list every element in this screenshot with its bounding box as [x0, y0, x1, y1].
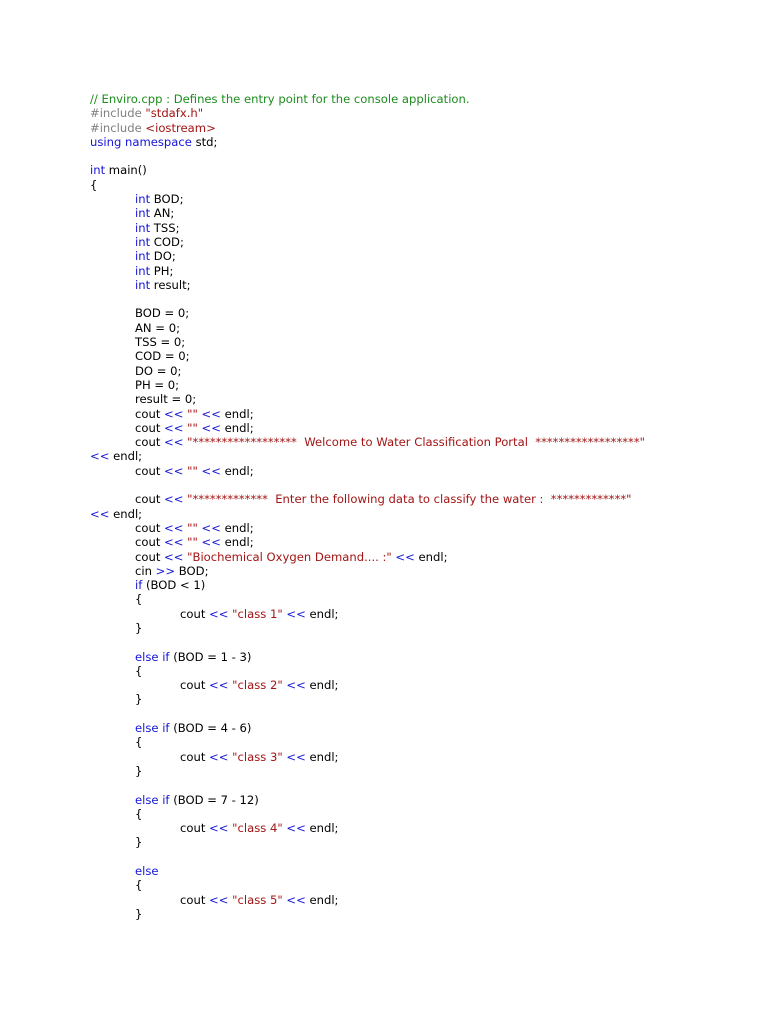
code-token: "class 1"	[232, 606, 283, 621]
code-token: <<	[201, 520, 221, 535]
code-token: }	[135, 835, 143, 850]
code-token: BOD;	[150, 192, 184, 207]
code-line	[90, 550, 750, 564]
code-token: else if	[135, 649, 170, 664]
code-token: endl;	[305, 821, 339, 836]
code-line	[90, 650, 750, 664]
code-line	[90, 564, 750, 578]
code-line	[90, 750, 750, 764]
code-line	[90, 893, 750, 907]
code-line	[90, 607, 750, 621]
code-token: else if	[135, 721, 170, 736]
code-token: }	[135, 620, 143, 635]
code-token: {	[135, 735, 143, 750]
code-token: int	[135, 206, 151, 221]
code-line	[90, 507, 750, 521]
code-token: (BOD = 1 - 3)	[169, 649, 252, 664]
code-line	[90, 850, 750, 864]
code-line	[90, 264, 750, 278]
code-line	[90, 521, 750, 535]
code-token: (BOD = 7 - 12)	[169, 792, 259, 807]
code-token: cout	[135, 535, 165, 550]
code-line	[90, 835, 750, 849]
code-token: {	[135, 878, 143, 893]
code-token: <<	[209, 749, 229, 764]
code-token: <<	[164, 420, 184, 435]
code-token: BOD = 0;	[135, 306, 190, 321]
code-token: COD = 0;	[135, 349, 190, 364]
code-token: <<	[209, 821, 229, 836]
code-token: ""	[187, 406, 198, 421]
code-listing	[90, 92, 750, 921]
code-line	[90, 793, 750, 807]
code-token: <<	[201, 420, 221, 435]
code-token: <<	[286, 606, 306, 621]
code-token: endl;	[220, 535, 254, 550]
code-token: TSS = 0;	[135, 335, 186, 350]
code-token: <<	[164, 406, 184, 421]
code-token: int	[135, 234, 151, 249]
code-line	[90, 592, 750, 606]
code-line	[90, 292, 750, 306]
code-token: endl;	[414, 549, 448, 564]
code-token: <<	[164, 492, 184, 507]
code-token: PH = 0;	[135, 377, 180, 392]
code-line	[90, 221, 750, 235]
code-line	[90, 907, 750, 921]
code-token: else if	[135, 792, 170, 807]
code-token: cout	[135, 492, 165, 507]
code-token: #include	[90, 120, 146, 135]
code-line	[90, 821, 750, 835]
code-line	[90, 764, 750, 778]
code-line	[90, 135, 750, 149]
code-token: AN;	[150, 206, 175, 221]
code-line	[90, 364, 750, 378]
code-token: int	[135, 263, 151, 278]
code-line	[90, 478, 750, 492]
code-token: <<	[90, 449, 110, 464]
code-line	[90, 106, 750, 120]
code-token: result = 0;	[135, 392, 197, 407]
code-token: cout	[180, 749, 210, 764]
code-line	[90, 435, 750, 449]
code-line	[90, 321, 750, 335]
code-line	[90, 235, 750, 249]
code-token: <<	[286, 821, 306, 836]
code-token: PH;	[150, 263, 174, 278]
code-token: "class 2"	[232, 678, 283, 693]
code-line	[90, 249, 750, 263]
code-token: cout	[180, 821, 210, 836]
code-line	[90, 635, 750, 649]
code-token: cout	[135, 406, 165, 421]
code-token: ""	[187, 535, 198, 550]
code-token: }	[135, 692, 143, 707]
code-line	[90, 306, 750, 320]
code-line	[90, 735, 750, 749]
code-token: int	[135, 192, 151, 207]
code-line	[90, 707, 750, 721]
code-token: <<	[164, 535, 184, 550]
code-token: else	[135, 864, 159, 879]
code-token: endl;	[220, 406, 254, 421]
code-token: ""	[187, 420, 198, 435]
code-token: }	[135, 906, 143, 921]
code-line	[90, 349, 750, 363]
code-token: DO;	[150, 249, 176, 264]
code-token: {	[135, 592, 143, 607]
code-token: <<	[201, 463, 221, 478]
code-line	[90, 535, 750, 549]
code-token: "Biochemical Oxygen Demand.... :"	[187, 549, 392, 564]
code-token: cout	[135, 549, 165, 564]
code-token: cin	[135, 563, 156, 578]
code-token: <<	[164, 435, 184, 450]
code-token: int	[90, 163, 106, 178]
code-line	[90, 92, 750, 106]
code-token: (BOD = 4 - 6)	[169, 721, 252, 736]
code-line	[90, 192, 750, 206]
code-token: ""	[187, 463, 198, 478]
code-line	[90, 692, 750, 706]
code-line	[90, 449, 750, 463]
code-token: <<	[209, 892, 229, 907]
code-token: cout	[180, 678, 210, 693]
code-token: <<	[164, 520, 184, 535]
code-token: "class 4"	[232, 821, 283, 836]
code-token: int	[135, 249, 151, 264]
code-token: cout	[180, 892, 210, 907]
code-token: TSS;	[150, 220, 180, 235]
code-token: <<	[395, 549, 415, 564]
code-line	[90, 163, 750, 177]
code-line	[90, 864, 750, 878]
code-line	[90, 578, 750, 592]
code-token: cout	[180, 606, 210, 621]
code-token: <<	[209, 678, 229, 693]
code-token: DO = 0;	[135, 363, 182, 378]
code-token: int	[135, 277, 151, 292]
code-token: cout	[135, 435, 165, 450]
code-line	[90, 206, 750, 220]
code-line	[90, 407, 750, 421]
code-token: result;	[150, 277, 191, 292]
code-token: {	[135, 806, 143, 821]
code-token: BOD;	[175, 563, 209, 578]
code-token: COD;	[150, 234, 184, 249]
code-token: using namespace	[90, 134, 192, 149]
code-line	[90, 807, 750, 821]
code-token: "class 5"	[232, 892, 283, 907]
code-token: endl;	[305, 749, 339, 764]
code-token: // Enviro.cpp : Defines the entry point for the console application.	[90, 92, 470, 106]
code-line	[90, 464, 750, 478]
code-token: <<	[164, 463, 184, 478]
code-line	[90, 178, 750, 192]
code-token: endl;	[109, 506, 143, 521]
code-token: #include	[90, 106, 146, 121]
code-token: {	[90, 177, 98, 192]
code-token: <<	[286, 892, 306, 907]
code-token: (BOD < 1)	[142, 578, 206, 593]
code-line	[90, 878, 750, 892]
code-token: cout	[135, 520, 165, 535]
code-token: "stdafx.h"	[145, 106, 204, 121]
code-line	[90, 121, 750, 135]
code-token: <<	[201, 406, 221, 421]
code-line	[90, 621, 750, 635]
code-token: "class 3"	[232, 749, 283, 764]
code-token: AN = 0;	[135, 320, 180, 335]
code-token: cout	[135, 420, 165, 435]
code-line	[90, 492, 750, 506]
code-token: endl;	[109, 449, 143, 464]
code-token: endl;	[220, 463, 254, 478]
code-token: if	[135, 578, 143, 593]
code-token: <<	[286, 749, 306, 764]
code-line	[90, 421, 750, 435]
code-line	[90, 678, 750, 692]
code-line	[90, 278, 750, 292]
code-token: std;	[191, 134, 218, 149]
code-token: endl;	[220, 520, 254, 535]
code-token: >>	[155, 563, 176, 578]
code-line	[90, 335, 750, 349]
code-line	[90, 378, 750, 392]
code-line	[90, 778, 750, 792]
code-token: <<	[164, 549, 184, 564]
code-line	[90, 664, 750, 678]
code-token: ""	[187, 520, 198, 535]
code-token: <<	[201, 535, 221, 550]
code-token: endl;	[305, 892, 339, 907]
code-token: <iostream>	[145, 120, 216, 135]
code-token: int	[135, 220, 151, 235]
code-token: main()	[105, 163, 147, 178]
code-token: "****************** Welcome to Water Classification Portal ******************"	[187, 435, 645, 450]
code-token: endl;	[305, 678, 339, 693]
code-token: endl;	[220, 420, 254, 435]
code-line	[90, 392, 750, 406]
code-token: <<	[286, 678, 306, 693]
code-token: <<	[209, 606, 229, 621]
code-token: cout	[135, 463, 165, 478]
code-token: endl;	[305, 606, 339, 621]
code-token: {	[135, 663, 143, 678]
code-token: "************* Enter the following data to classify the water : *************"	[187, 492, 632, 507]
code-token: }	[135, 763, 143, 778]
code-line	[90, 149, 750, 163]
code-token: <<	[90, 506, 110, 521]
code-line	[90, 721, 750, 735]
